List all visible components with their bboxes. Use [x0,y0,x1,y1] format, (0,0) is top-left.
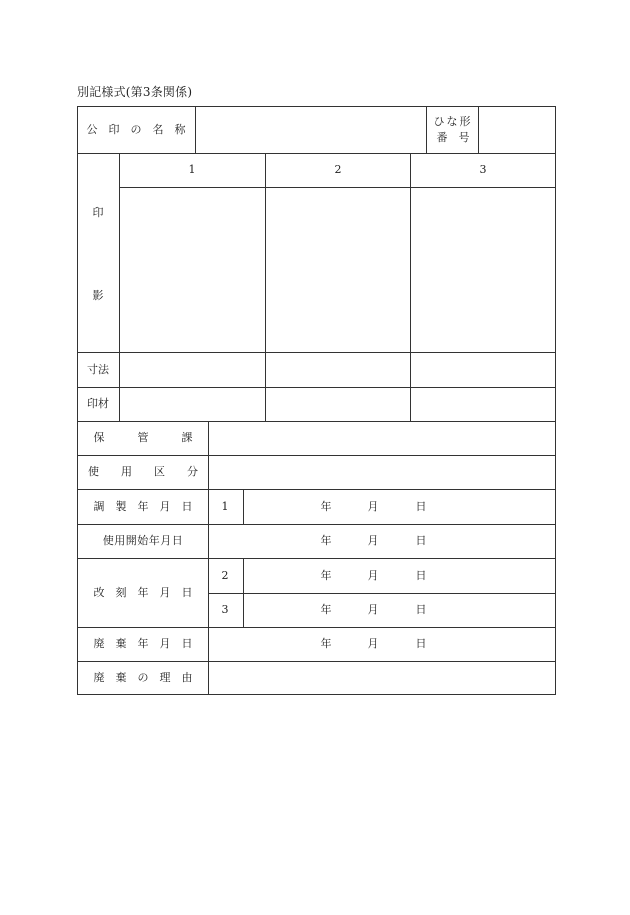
abolish-year-unit: 年 [320,637,332,650]
impression-column-1-number: 1 [188,163,196,176]
recarve-number-1: 2 [221,569,229,582]
start-month-unit: 月 [367,534,379,547]
rule-between-recarve [208,593,555,594]
seal-name-field[interactable] [196,107,426,153]
usage-label: 使 用 区 分 [88,465,198,478]
hinagata-label-line2: 番 号 [436,131,470,144]
recarve-number-2: 3 [221,603,229,616]
manufacture-year-unit: 年 [320,500,332,513]
abolish-month-unit: 月 [367,637,379,650]
impression-box-2[interactable] [266,188,410,352]
custody-field[interactable] [209,422,555,455]
abolish-reason-field[interactable] [209,662,555,694]
manufacture-date-label: 調 製 年 月 日 [93,500,193,513]
rule-below-recarve [78,627,555,628]
impression-label-top: 印 [92,206,104,219]
rule-recarve-number-divider [243,558,244,627]
impression-label-bottom: 影 [92,289,104,302]
rule-below-impression [78,352,555,353]
abolish-date-label: 廃 棄 年 月 日 [93,637,193,650]
rule-below-manufacture [78,524,555,525]
material-label: 印材 [87,397,109,410]
recarve-2-day-unit: 日 [415,603,427,616]
rule-below-usage [78,489,555,490]
recarve-2-month-unit: 月 [367,603,379,616]
usage-field[interactable] [209,456,555,489]
abolish-day-unit: 日 [415,637,427,650]
rule-below-dimension [78,387,555,388]
manufacture-day-unit: 日 [415,500,427,513]
dimension-label: 寸法 [87,363,109,376]
hinagata-number-field[interactable] [479,107,555,153]
rule-manufacture-number-divider [243,489,244,524]
impression-box-1[interactable] [120,188,265,352]
rule-header-hinagata-left [426,107,427,153]
manufacture-number: 1 [221,500,229,513]
rule-below-start [78,558,555,559]
recarve-1-month-unit: 月 [367,569,379,582]
recarve-2-year-unit: 年 [320,603,332,616]
form-caption: 別記様式(第3条関係) [77,85,193,99]
recarve-1-year-unit: 年 [320,569,332,582]
manufacture-month-unit: 月 [367,500,379,513]
start-day-unit: 日 [415,534,427,547]
impression-column-3-number: 3 [479,163,487,176]
abolish-reason-label: 廃 棄 の 理 由 [93,671,193,684]
impression-column-2-number: 2 [334,163,342,176]
seal-register-form [77,106,556,695]
hinagata-label-line1: ひな形 [433,115,473,128]
recarve-1-day-unit: 日 [415,569,427,582]
seal-name-label: 公 印 の 名 称 [86,123,186,136]
rule-below-header [78,153,555,154]
start-year-unit: 年 [320,534,332,547]
impression-box-3[interactable] [411,188,555,352]
recarve-date-label: 改 刻 年 月 日 [93,586,193,599]
start-date-label: 使用開始年月日 [102,534,184,547]
custody-label: 保 管 課 [93,431,193,444]
